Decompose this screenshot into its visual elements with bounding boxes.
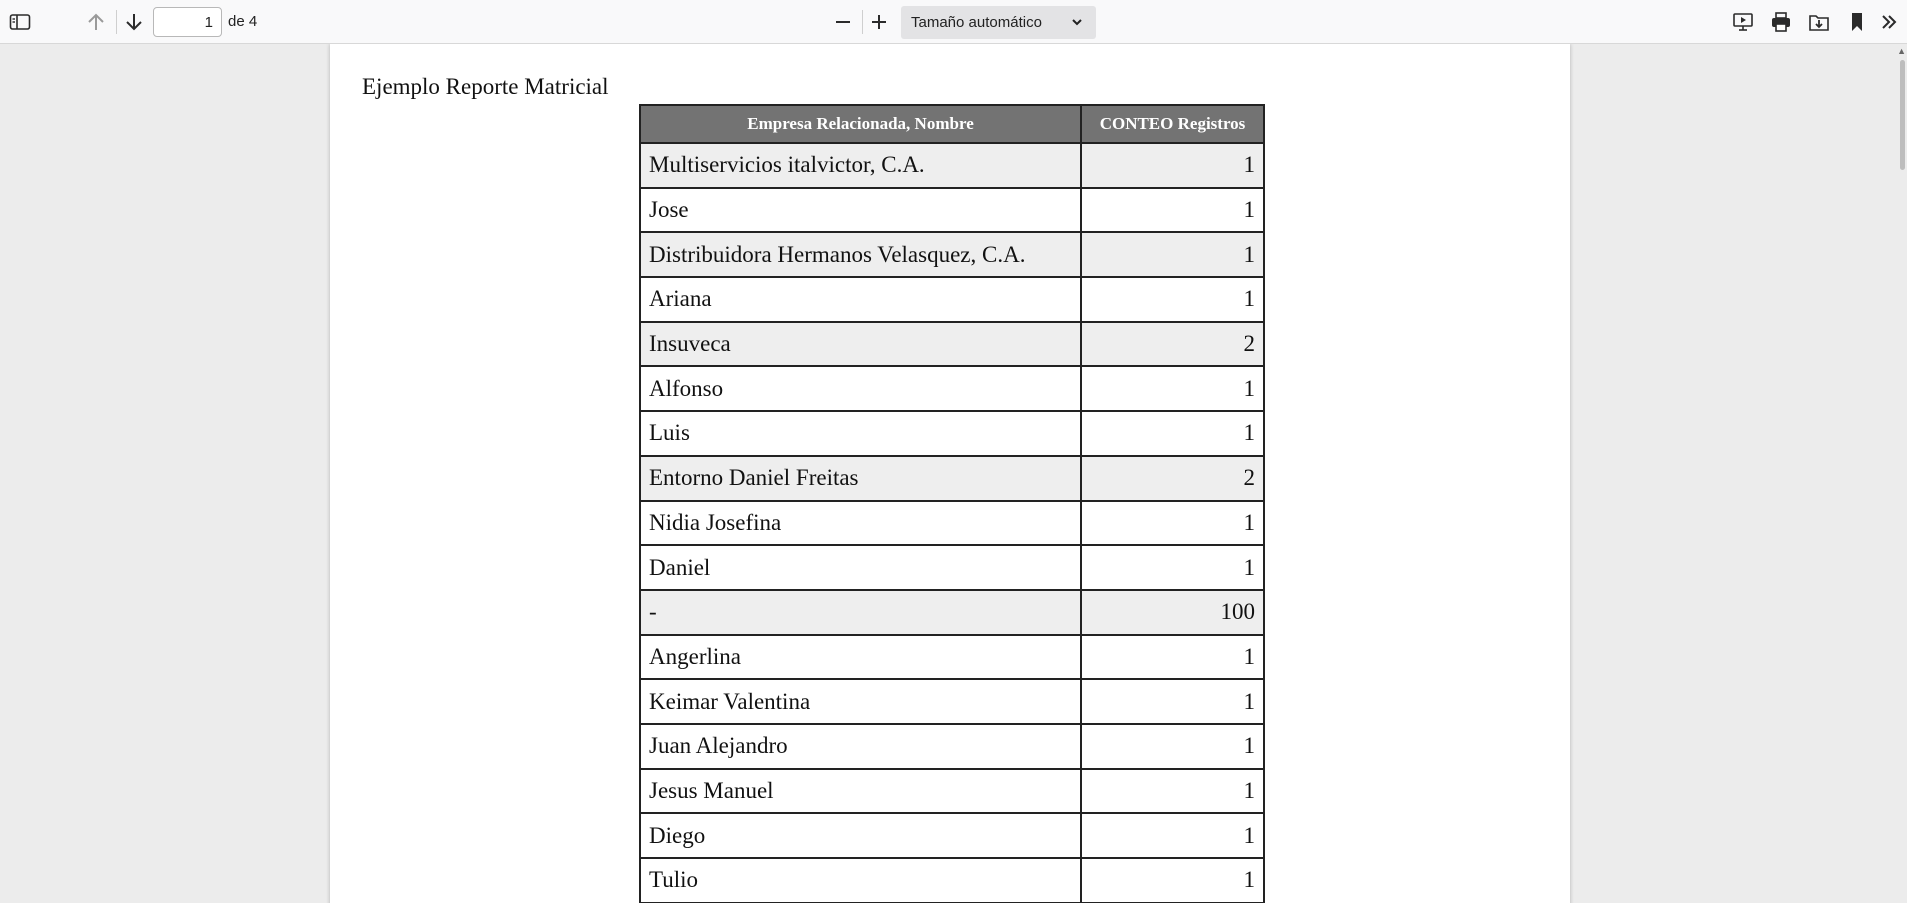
table-row <box>640 188 1264 233</box>
table-row <box>640 769 1264 814</box>
cell-count: 1 <box>1081 724 1264 769</box>
cell-count: 2 <box>1081 322 1264 367</box>
cell-name: Angerlina <box>640 635 1081 680</box>
plus-icon[interactable] <box>865 8 893 36</box>
table-row <box>640 724 1264 769</box>
scrollbar-thumb[interactable] <box>1900 60 1905 170</box>
zoom-select-value: Tamaño automático <box>911 14 1042 31</box>
table-row <box>640 232 1264 277</box>
table-row <box>640 411 1264 456</box>
cell-count: 1 <box>1081 188 1264 233</box>
table-row <box>640 679 1264 724</box>
page-number-input[interactable] <box>153 7 222 37</box>
cell-count: 1 <box>1081 232 1264 277</box>
table-row <box>640 813 1264 858</box>
cell-count: 1 <box>1081 635 1264 680</box>
cell-name: Distribuidora Hermanos Velasquez, C.A. <box>640 232 1081 277</box>
table-header-row <box>640 105 1264 143</box>
column-header-name: Empresa Relacionada, Nombre <box>640 105 1081 143</box>
table-row <box>640 277 1264 322</box>
table-row <box>640 590 1264 635</box>
scroll-up-icon[interactable]: ▲ <box>1897 46 1906 56</box>
document-viewer[interactable] <box>0 44 1907 903</box>
cell-count: 1 <box>1081 545 1264 590</box>
double-chevron-right-icon[interactable] <box>1875 8 1903 36</box>
cell-count: 1 <box>1081 143 1264 188</box>
cell-name: Alfonso <box>640 366 1081 411</box>
arrow-up-icon[interactable] <box>82 8 110 36</box>
cell-name: Tulio <box>640 858 1081 903</box>
cell-count: 1 <box>1081 501 1264 546</box>
cell-name: Jose <box>640 188 1081 233</box>
cell-count: 1 <box>1081 679 1264 724</box>
cell-name: Diego <box>640 813 1081 858</box>
chevron-down-icon <box>1070 15 1084 33</box>
cell-count: 1 <box>1081 858 1264 903</box>
arrow-down-icon[interactable] <box>120 8 148 36</box>
cell-name: Luis <box>640 411 1081 456</box>
table-row <box>640 366 1264 411</box>
page-count-label: de 4 <box>228 13 258 30</box>
table-row <box>640 501 1264 546</box>
cell-name: Ariana <box>640 277 1081 322</box>
cell-name: Daniel <box>640 545 1081 590</box>
vertical-scrollbar[interactable] <box>1897 44 1907 903</box>
minus-icon[interactable] <box>829 8 857 36</box>
table-row <box>640 545 1264 590</box>
table-row <box>640 456 1264 501</box>
cell-name: Nidia Josefina <box>640 501 1081 546</box>
sidebar-toggle-icon[interactable] <box>6 8 34 36</box>
pdf-page <box>330 44 1570 903</box>
table-row <box>640 635 1264 680</box>
cell-count: 100 <box>1081 590 1264 635</box>
cell-count: 1 <box>1081 769 1264 814</box>
cell-name: Keimar Valentina <box>640 679 1081 724</box>
cell-count: 1 <box>1081 813 1264 858</box>
table-row <box>640 322 1264 367</box>
report-title: Ejemplo Reporte Matricial <box>362 74 609 99</box>
cell-name: Entorno Daniel Freitas <box>640 456 1081 501</box>
cell-name: Jesus Manuel <box>640 769 1081 814</box>
save-icon[interactable] <box>1805 8 1833 36</box>
pdf-toolbar <box>0 0 1907 44</box>
cell-count: 1 <box>1081 411 1264 456</box>
column-header-count: CONTEO Registros <box>1081 105 1264 143</box>
printer-icon[interactable] <box>1767 8 1795 36</box>
cell-count: 1 <box>1081 366 1264 411</box>
table-row <box>640 858 1264 903</box>
bookmark-icon[interactable] <box>1843 8 1871 36</box>
table-row <box>640 143 1264 188</box>
presentation-icon[interactable] <box>1729 8 1757 36</box>
zoom-select[interactable] <box>901 6 1096 39</box>
cell-count: 1 <box>1081 277 1264 322</box>
cell-count: 2 <box>1081 456 1264 501</box>
cell-name: - <box>640 590 1081 635</box>
cell-name: Insuveca <box>640 322 1081 367</box>
cell-name: Juan Alejandro <box>640 724 1081 769</box>
cell-name: Multiservicios italvictor, C.A. <box>640 143 1081 188</box>
report-table <box>639 104 1265 903</box>
